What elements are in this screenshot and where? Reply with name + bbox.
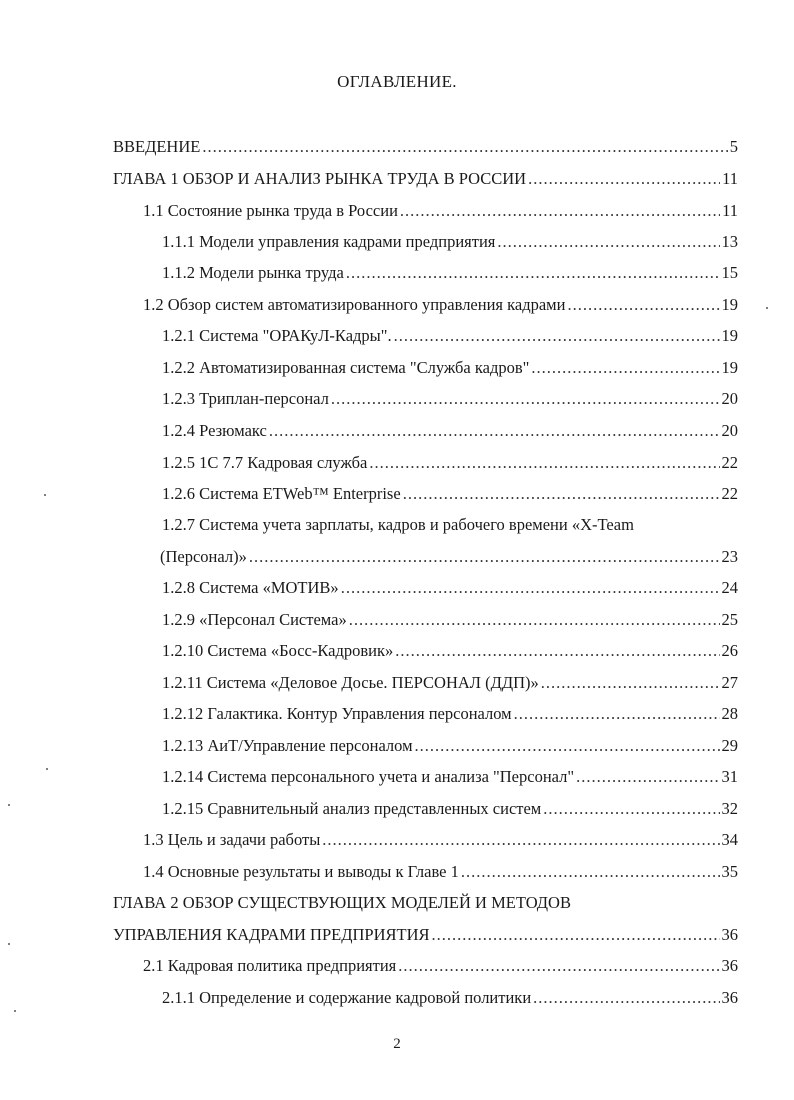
toc-entry-1-2-12[interactable] [162,704,738,724]
leader-dots [531,358,719,378]
toc-entry-page: 19 [721,295,738,314]
toc-entry-1-2[interactable] [143,295,738,315]
toc-entry-1-4[interactable] [143,862,738,882]
leader-dots [322,830,719,850]
toc-entry-label: ВВЕДЕНИЕ [113,137,201,156]
toc-entry-1-2-7-line1[interactable]: 1.2.7 Система учета зарплаты, кадров и рабочего времени «X-Team [162,515,634,534]
leader-dots [403,484,720,504]
toc-entry-1-2-6[interactable] [162,484,738,504]
toc-entry-label: 1.2.5 1С 7.7 Кадровая служба [162,453,368,472]
leader-dots [349,610,720,630]
toc-entry-page: 20 [721,421,738,440]
toc-entry-1-1-2[interactable] [162,263,738,283]
toc-entry-label: 1.2.9 «Персонал Система» [162,610,347,629]
toc-entry-label: 1.2.11 Система «Деловое Досье. ПЕРСОНАЛ (ДДП)» [162,673,539,692]
page-number: 2 [393,1036,401,1052]
toc-entry-1-2-15[interactable] [162,799,738,819]
toc-entry-1-2-14[interactable] [162,767,738,787]
toc-entry-1-2-9[interactable] [162,610,738,630]
toc-entry-label: 2.1 Кадровая политика предприятия [143,956,397,975]
leader-dots [202,137,727,157]
leader-dots [394,326,720,346]
toc-entry-page: 25 [721,610,738,629]
toc-entry-2-1[interactable] [143,956,738,976]
leader-dots [400,201,720,221]
toc-entry-page: 15 [721,263,738,282]
toc-entry-label: 1.2.6 Система ETWeb™ Enterprise [162,484,401,503]
leader-dots [249,547,720,567]
toc-entry-label: 1.2 Обзор систем автоматизированного управления кадрами [143,295,566,314]
toc-entry-page: 11 [722,201,738,220]
toc-entry-label: 1.1 Состояние рынка труда в России [143,201,398,220]
toc-entry-label-continuation: (Персонал)» [160,547,247,566]
leader-dots [331,389,720,409]
toc-entry-1-2-4[interactable] [162,421,738,441]
toc-entry-1-2-2[interactable] [162,358,738,378]
toc-entry-page: 22 [721,453,738,472]
toc-entry-page: 19 [721,326,738,345]
toc-entry-1-2-10[interactable] [162,641,738,661]
toc-entry-label: 2.1.1 Определение и содержание кадровой политики [162,988,532,1007]
toc-entry-1-2-5[interactable] [162,453,738,473]
leader-dots [514,704,720,724]
toc-entry-label: ГЛАВА 1 ОБЗОР И АНАЛИЗ РЫНКА ТРУДА В РОССИИ [113,169,527,188]
toc-entry-1-2-7[interactable] [160,547,738,567]
leader-dots [543,799,719,819]
toc-entry-page: 27 [721,673,738,692]
toc-entry-label: 1.2.15 Сравнительный анализ представленных систем [162,799,542,818]
toc-entry-label: 1.2.12 Галактика. Контур Управления персоналом [162,704,512,723]
leader-dots [398,956,719,976]
leader-dots [341,578,720,598]
toc-entry-page: 24 [721,578,738,597]
toc-entry-label: 1.3 Цель и задачи работы [143,830,321,849]
leader-dots [576,767,719,787]
toc-entry-page: 13 [721,232,738,251]
toc-entry-page: 20 [721,389,738,408]
toc-entry-page: 23 [721,547,738,566]
toc-entry-page: 11 [722,169,738,188]
toc-entry-chapter-2-line1[interactable]: ГЛАВА 2 ОБЗОР СУЩЕСТВУЮЩИХ МОДЕЛЕЙ И МЕТОДОВ [113,893,571,912]
toc-entry-label-continuation: УПРАВЛЕНИЯ КАДРАМИ ПРЕДПРИЯТИЯ [113,925,430,944]
toc-entry-page: 35 [721,862,738,881]
toc-entry-label: 1.1.2 Модели рынка труда [162,263,344,282]
toc-entry-page: 36 [721,988,738,1007]
toc-entry-1-2-13[interactable] [162,736,738,756]
toc-entry-1-1[interactable] [143,201,738,221]
toc-entry-label: 1.2.2 Автоматизированная система "Служба кадров" [162,358,530,377]
toc-entry-1-2-3[interactable] [162,389,738,409]
toc-entry-page: 5 [729,137,738,156]
leader-dots [369,453,719,473]
toc-entry-2-1-1[interactable] [162,988,738,1008]
toc-entry-page: 31 [721,767,738,786]
toc-entry-label: 1.2.3 Триплан-персонал [162,389,329,408]
toc-entry-page: 36 [721,925,738,944]
toc-entry-1-2-8[interactable] [162,578,738,598]
toc-entry-label: 1.1.1 Модели управления кадрами предприятия [162,232,496,251]
leader-dots [567,295,719,315]
toc-entry-label: 1.2.13 АиТ/Управление персоналом [162,736,413,755]
toc-entry-introduction[interactable] [113,137,738,157]
toc-entry-page: 28 [721,704,738,723]
toc-entry-label: 1.2.10 Система «Босс-Кадровик» [162,641,394,660]
toc-entry-label: 1.2.8 Система «МОТИВ» [162,578,339,597]
scan-speck [8,804,10,806]
leader-dots [541,673,720,693]
leader-dots [346,263,720,283]
toc-entry-page: 19 [721,358,738,377]
toc-entry-label: 1.2.4 Резюмакс [162,421,267,440]
toc-entry-1-2-11[interactable] [162,673,738,693]
toc-entry-1-3[interactable] [143,830,738,850]
toc-entry-1-2-1[interactable] [162,326,738,346]
toc-entry-chapter-1[interactable] [113,169,738,189]
leader-dots [432,925,720,945]
leader-dots [269,421,720,441]
leader-dots [395,641,719,661]
toc-entry-1-1-1[interactable] [162,232,738,252]
scan-speck [766,307,768,309]
toc-entry-page: 34 [721,830,738,849]
toc-entry-label: 1.4 Основные результаты и выводы к Главе 1 [143,862,459,881]
scan-speck [14,1010,16,1012]
scan-speck [44,494,46,496]
leader-dots [497,232,719,252]
toc-entry-page: 29 [721,736,738,755]
toc-entry-label: 1.2.1 Система "ОРАКуЛ-Кадры". [162,326,392,345]
toc-entry-page: 26 [721,641,738,660]
leader-dots [415,736,720,756]
toc-entry-page: 32 [721,799,738,818]
toc-title: ОГЛАВЛЕНИЕ. [337,72,457,91]
leader-dots [461,862,720,882]
leader-dots [533,988,719,1008]
leader-dots [528,169,720,189]
scan-speck [8,943,10,945]
toc-entry-label: 1.2.14 Система персонального учета и анализа "Персонал" [162,767,575,786]
toc-entry-page: 22 [721,484,738,503]
toc-entry-page: 36 [721,956,738,975]
scan-speck [46,768,48,770]
toc-entry-chapter-2[interactable] [113,925,738,945]
